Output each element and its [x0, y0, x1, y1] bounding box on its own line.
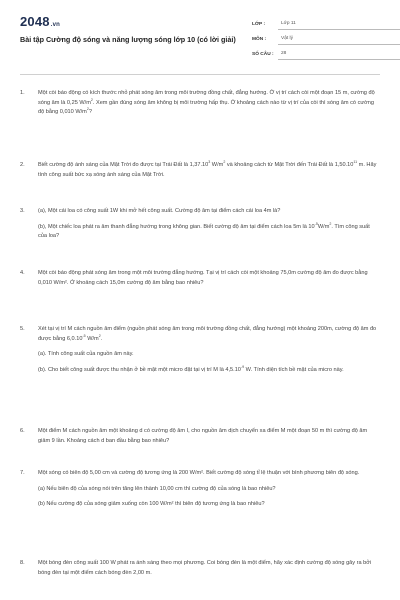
- site-logo-suffix: .vn: [50, 22, 61, 28]
- question-part-a: (a), Một cái loa có công suất 1W khi mở hết công suất. Cường độ âm tại điểm cách cái loa 4m là?: [38, 208, 281, 214]
- question-body: [38, 559, 380, 589]
- document-header: [20, 14, 380, 70]
- question-1: [20, 89, 380, 161]
- header-divider: [20, 74, 380, 75]
- question-number: 6.: [20, 428, 25, 434]
- question-8: [20, 559, 380, 589]
- question-part-b: (b), Một chiếc loa phát ra âm thanh đẳng hướng trong không gian. Biết cường độ âm tại điểm cách loa 5m là $10^{-5}W/m^2$. Tìm công suất của loa?: [38, 221, 370, 239]
- question-number: 4.: [20, 270, 25, 276]
- question-body: [38, 161, 380, 207]
- meta-label: MÔN :: [252, 37, 267, 42]
- meta-row-count: [252, 46, 400, 60]
- question-body: [38, 469, 380, 559]
- question-7: [20, 469, 380, 559]
- meta-label: SỐ CÂU :: [252, 52, 274, 57]
- document-meta: [252, 16, 400, 61]
- meta-value: Vật lý: [278, 36, 400, 45]
- question-body: [38, 89, 380, 161]
- question-body: [38, 269, 380, 325]
- site-logo[interactable]: 2048.vn: [20, 14, 61, 29]
- question-number: 1.: [20, 90, 25, 96]
- question-3: [20, 207, 380, 269]
- question-text: Một điểm M cách nguồn âm một khoảng d có cường độ âm I, cho nguồn âm dịch chuyển xa điểm M một đoạn 50 m thì cường độ âm giảm 9 lần. Khoảng cách d ban đầu bằng bao nhiêu?: [38, 428, 368, 444]
- question-number: 7.: [20, 470, 25, 476]
- question-2: [20, 161, 380, 207]
- question-4: [20, 269, 380, 325]
- question-text: Một bóng đèn công suất 100 W phát ra ánh sáng theo mọi phương. Coi bóng đèn là một điểm, hãy xác định cường độ sóng gây ra bởi bóng đèn tại một điểm cách bóng đèn 2,00 m.: [38, 560, 372, 576]
- question-6: [20, 427, 380, 469]
- question-5: [20, 325, 380, 427]
- meta-row-grade: [252, 16, 400, 30]
- question-text: Một còi báo động phát sóng âm trong một môi trường đẳng hướng. Tại vị trí cách còi một khoảng 75,0m cường độ âm đo được bằng 0,010 W/m². Ở khoảng cách 15,0m cường độ âm bằng bao nhiêu?: [38, 270, 368, 286]
- question-body: [38, 427, 380, 469]
- question-number: 3.: [20, 208, 25, 214]
- question-number: 8.: [20, 560, 25, 566]
- question-body: [38, 207, 380, 269]
- meta-value: Lớp 11: [278, 21, 400, 30]
- question-number: 2.: [20, 162, 25, 168]
- meta-row-subject: [252, 31, 400, 45]
- question-list: [20, 89, 380, 589]
- question-text: Một sóng có biên độ 5,00 cm và cường độ tương ứng là 200 W/m². Biết cường độ sóng tỉ lệ thuận với bình phương biên độ sóng.: [38, 470, 360, 476]
- question-part-b: (b). Cho biết công suất được thu nhận ở bề mặt một micro đặt tại vị trí M là $4,5.10^{-9}$ W. Tính diện tích bề mặt của micro này.: [38, 364, 344, 373]
- question-number: 5.: [20, 326, 25, 332]
- question-text: Xét tại vị trí M cách nguồn âm điểm (nguồn phát sóng âm trong môi trường đồng chất, đẳng hướng) một khoảng 200m, cường độ âm đo được bằng $6,0.10^{-5}$ $W/m^2$.: [38, 326, 377, 342]
- question-part-a: (a) Nếu biên độ của sóng nói trên tăng lên thành 10,00 cm thì cường độ của sóng là bao nhiêu?: [38, 485, 276, 492]
- document-title: Bài tập Cường độ sóng và năng lượng sóng lớp 10 (có lời giải): [20, 35, 236, 44]
- meta-value: 28: [278, 51, 400, 60]
- meta-label: LỚP :: [252, 22, 266, 27]
- question-body: [38, 325, 380, 427]
- question-text: Một còi báo động có kích thước nhỏ phát sóng âm trong môi trường đồng chất, đẳng hướng. Ở vị trí cách còi một đoạn 15 m, cường độ sóng âm là 0,25 $W/m^2$. Xem gần đúng sóng âm không bị môi trường hấp thụ. Ở khoảng cách nào từ vị trí của còi thì sóng âm có cường độ bằng 0,010 $W/m^2$?: [38, 90, 375, 115]
- question-part-a: (a). Tính công suất của nguồn âm này.: [38, 351, 134, 357]
- question-text: Biết cường độ ánh sáng của Mặt Trời đo được tại Trái Đất là 1,37.10$^3$ $W/m^2$ và khoảng cách từ Mặt Trời đến Trái Đất là 1,50.10$^{11}$ m. Hãy tính công suất bức xạ sóng ánh sáng của Mặt Trời.: [38, 160, 377, 178]
- question-part-b: (b) Nếu cường độ của sóng giảm xuống còn 100 W/m² thì biên độ tương ứng là bao nhiêu?: [38, 501, 265, 507]
